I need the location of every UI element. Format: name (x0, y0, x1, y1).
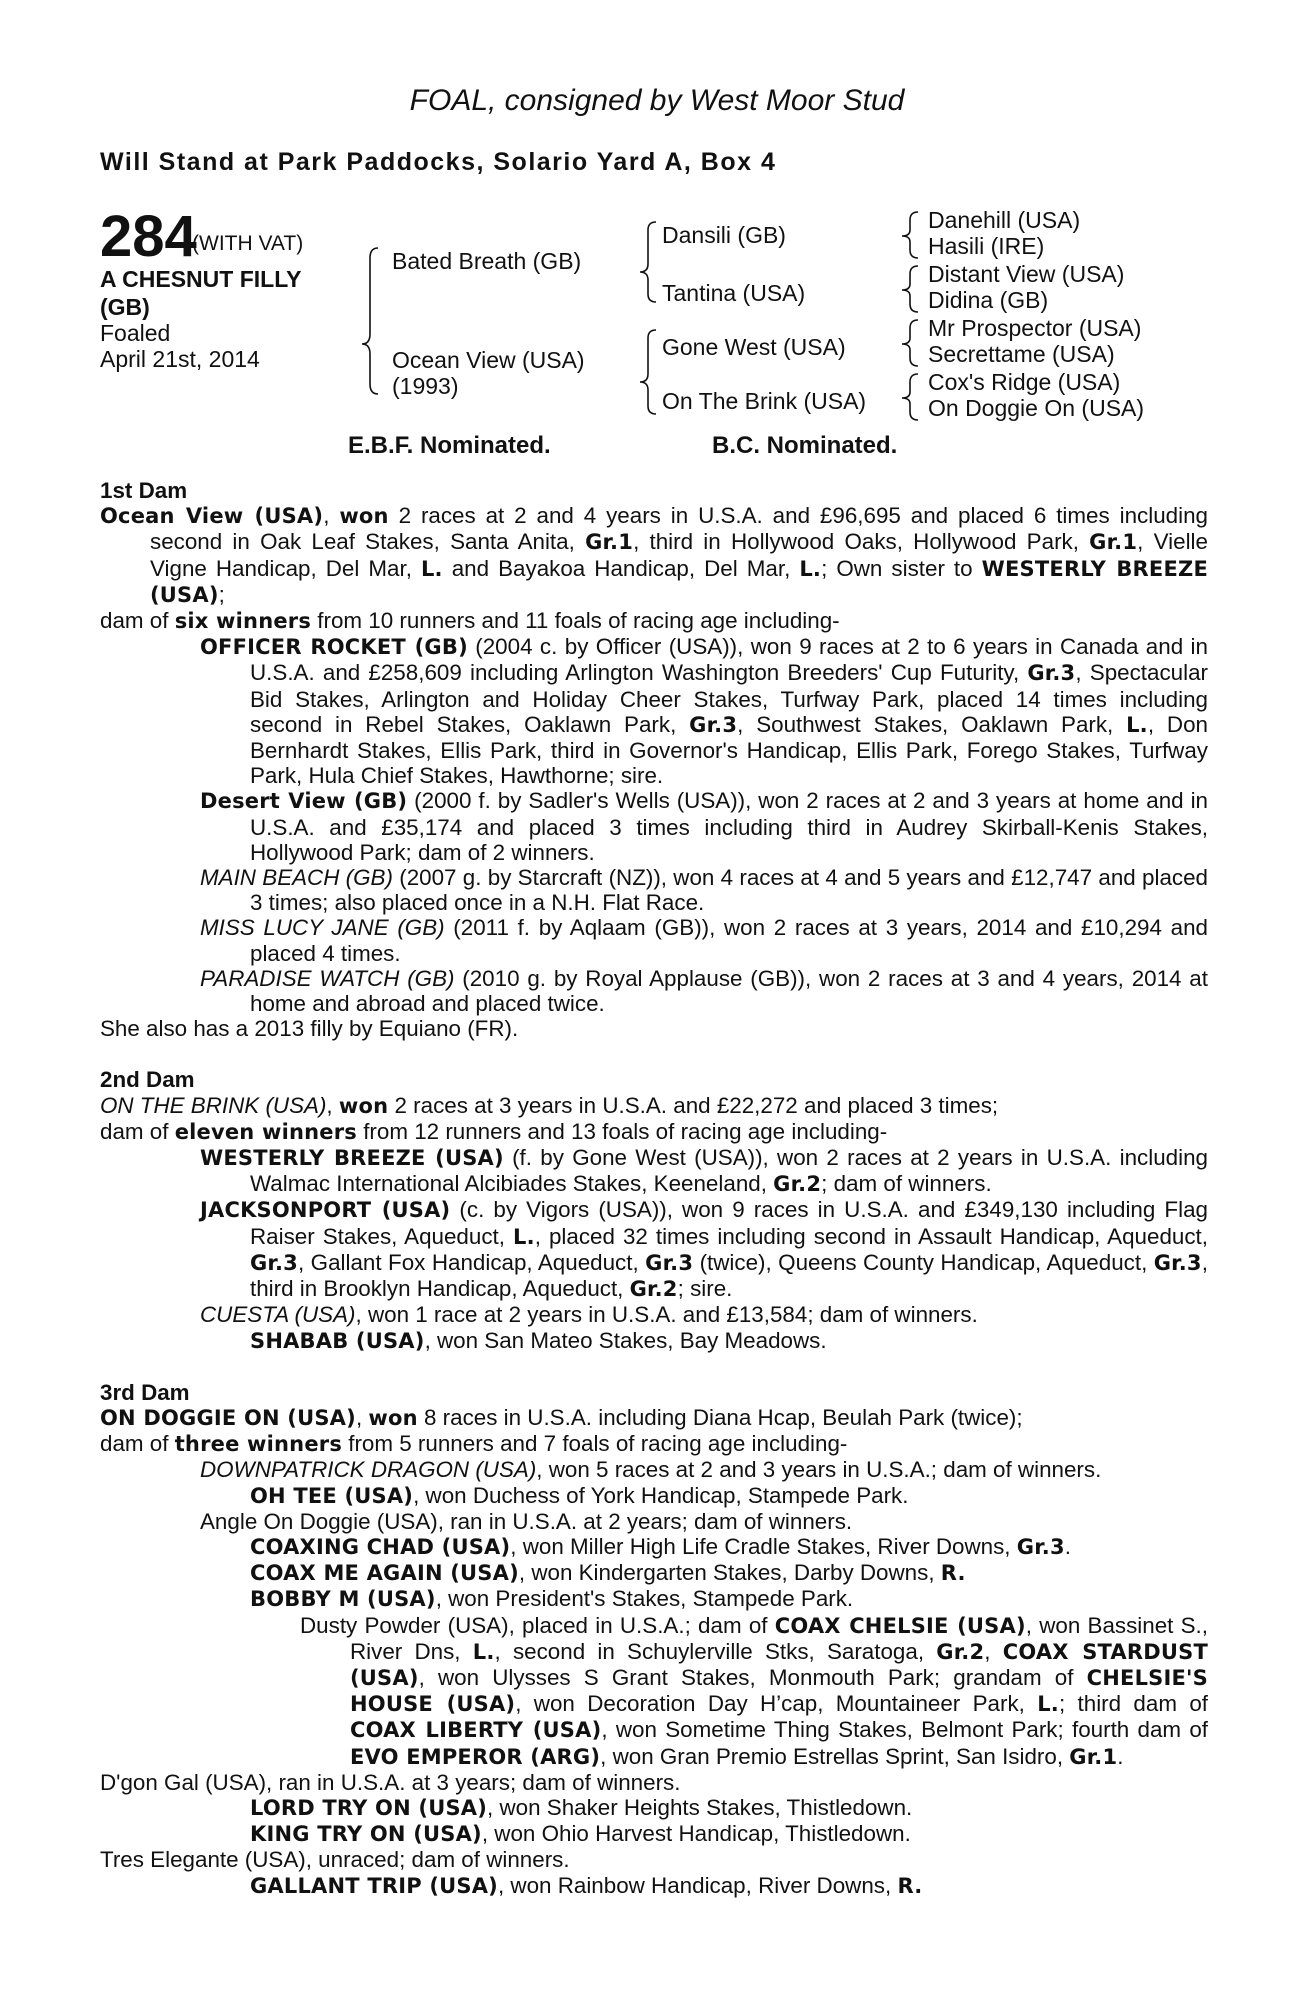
produce-angle-on-doggie: Angle On Doggie (USA), ran in U.S.A. at 2 years; dam of winners. (200, 1508, 853, 1534)
dam: Ocean View (USA) (392, 347, 585, 373)
third-dam-entry: ON DOGGIE ON (USA), won 8 races in U.S.A. including Diana Hcap, Beulah Park (twice); (100, 1404, 1023, 1430)
vat-note: (WITH VAT) (192, 232, 304, 255)
sire: Bated Breath (GB) (392, 248, 582, 274)
produce-coaxing-chad: COAXING CHAD (USA), won Miller High Life Cradle Stakes, River Downs, Gr.3. (250, 1533, 1071, 1559)
produce-lord-try-on: LORD TRY ON (USA), won Shaker Heights Stakes, Thistledown. (250, 1794, 913, 1820)
consignment-line: FOAL, consigned by West Moor Stud (409, 84, 905, 117)
produce-oh-tee: OH TEE (USA), won Duchess of York Handicap, Stampede Park. (250, 1482, 909, 1508)
won-label: won (339, 504, 389, 529)
granddam-6: Secrettame (USA) (928, 341, 1115, 367)
second-dam-entry: ON THE BRINK (USA), won 2 races at 3 years in U.S.A. and £22,272 and placed 3 times; (100, 1092, 999, 1118)
sister-name: WESTERLY BREEZE (USA) (150, 556, 1208, 607)
first-dam-heading: 1st Dam (100, 478, 188, 503)
produce-westerly-breeze: WESTERLY BREEZE (USA) (f. by Gone West (USA)), won 2 races at 2 years in U.S.A. including Walmac International Alcibiades Stakes, Keeneland, Gr.2; dam of winners. (200, 1145, 1208, 1197)
also-has-note: She also has a 2013 filly by Equiano (FR). (100, 1016, 519, 1042)
dam-year: (1993) (392, 373, 459, 399)
produce-officer-rocket: OFFICER ROCKET (GB) (2004 c. by Officer (USA)), won 9 races at 2 to 6 years in Canada and in U.S.A. and £258,609 including Arlington Washington Breeders' Cup Futurity, Gr.3, Spectacular Bid Stakes, Arlington and Holiday Cheer Stakes, Turfway Park, placed 14 times including second in Rebel Stakes, Oaklawn Park, Gr.3, Southwest Stakes, Oaklawn Park, L., Don Bernhardt Stakes, Ellis Park, third in Governor's Handicap, Ellis Park, Forego Stakes, Turfway Park, Hula Chief Stakes, Hawthorne; sire. (200, 634, 1208, 789)
produce-tres-elegante: Tres Elegante (USA), unraced; dam of winners. (100, 1847, 570, 1873)
bc-nominated: B.C. Nominated. (712, 432, 898, 459)
granddam-8: On Doggie On (USA) (928, 395, 1145, 421)
granddam-4: Didina (GB) (928, 287, 1049, 313)
produce-bobby-m: BOBBY M (USA), won President's Stakes, Stampede Park. (250, 1586, 854, 1612)
second-dam-produce-summary: dam of eleven winners from 12 runners and 13 foals of racing age including- (100, 1118, 888, 1144)
dam-sire: Gone West (USA) (662, 334, 846, 360)
produce-coax-me-again: COAX ME AGAIN (USA), won Kindergarten Stakes, Darby Downs, R. (250, 1560, 966, 1586)
first-dam-produce-summary: dam of six winners from 10 runners and 11 foals of racing age including- (100, 608, 840, 634)
foaled-label: Foaled (100, 320, 171, 346)
produce-gallant-trip: GALLANT TRIP (USA), won Rainbow Handicap, River Downs, R. (250, 1872, 923, 1898)
sire-dam: Tantina (USA) (662, 280, 806, 306)
ebf-nominated: E.B.F. Nominated. (348, 432, 551, 459)
produce-main-beach: MAIN BEACH (GB) (2007 g. by Starcraft (NZ)), won 4 races at 4 and 5 years and £12,747 and placed 3 times; also placed once in a N.H. Flat Race. (200, 865, 1208, 916)
stand-location: Will Stand at Park Paddocks, Solario Yard A, Box 4 (100, 148, 777, 176)
produce-paradise-watch: PARADISE WATCH (GB) (2010 g. by Royal Applause (GB)), won 2 races at 3 and 4 years, 2014 at home and abroad and placed twice. (200, 965, 1208, 1017)
grandsire-5: Mr Prospector (USA) (928, 315, 1142, 341)
grandsire-1: Danehill (USA) (928, 207, 1081, 233)
second-dam-heading: 2nd Dam (100, 1067, 195, 1093)
lot-description: A CHESNUT FILLY (100, 266, 302, 292)
first-dam-entry: Ocean View (USA), won 2 races at 2 and 4 years in U.S.A. and £96,695 and placed 6 times including second in Oak Leaf Stakes, Santa Anita, Gr.1, third in Hollywood Oaks, Hollywood Park, Gr.1, Vielle Vigne Handicap, Del Mar, L. and Bayakoa Handicap, Del Mar, L.; Own sister to WESTERLY BREEZE (USA); (100, 503, 1208, 607)
dam-name: Ocean View (USA) (100, 504, 324, 529)
produce-shabab: SHABAB (USA), won San Mateo Stakes, Bay Meadows. (250, 1327, 827, 1353)
produce-dgon-gal: D'gon Gal (USA), ran in U.S.A. at 3 years; dam of winners. (100, 1769, 681, 1795)
third-dam-heading: 3rd Dam (100, 1379, 190, 1405)
dam-dam: On The Brink (USA) (662, 388, 867, 414)
lot-number: 284 (100, 204, 197, 269)
produce-king-try-on: KING TRY ON (USA), won Ohio Harvest Handicap, Thistledown. (250, 1821, 911, 1847)
grandsire-7: Cox's Ridge (USA) (928, 369, 1121, 395)
third-dam-produce-summary: dam of three winners from 5 runners and 7 foals of racing age including- (100, 1431, 848, 1457)
grandsire-3: Distant View (USA) (928, 261, 1125, 287)
catalogue-body (100, 478, 1208, 1899)
lot-description-country: (GB) (100, 294, 150, 320)
foaled-date: April 21st, 2014 (100, 346, 260, 372)
produce-miss-lucy-jane: MISS LUCY JANE (GB) (2011 f. by Aqlaam (GB)), won 2 races at 3 years, 2014 and £10,294 and placed 4 times. (200, 915, 1208, 966)
produce-downpatrick-dragon: DOWNPATRICK DRAGON (USA), won 5 races at 2 and 3 years in U.S.A.; dam of winners. (200, 1457, 1102, 1483)
produce-cuesta: CUESTA (USA), won 1 race at 2 years in U.S.A. and £13,584; dam of winners. (200, 1302, 978, 1328)
granddam-2: Hasili (IRE) (928, 233, 1045, 259)
produce-desert-view: Desert View (GB) (2000 f. by Sadler's Wells (USA)), won 2 races at 2 and 3 years at home and in U.S.A. and £35,174 and placed 3 times including third in Audrey Skirball-Kenis Stakes, Hollywood Park; dam of 2 winners. (200, 788, 1209, 865)
sire-sire: Dansili (GB) (662, 222, 786, 248)
produce-jacksonport: JACKSONPORT (USA) (c. by Vigors (USA)), won 9 races in U.S.A. and £349,130 including Flag Raiser Stakes, Aqueduct, L., placed 32 times including second in Assault Handicap, Aqueduct, Gr.3, Gallant Fox Handicap, Aqueduct, Gr.3 (twice), Queens County Handicap, Aqueduct, Gr.3, third in Brooklyn Handicap, Aqueduct, Gr.2; sire. (200, 1197, 1208, 1302)
produce-dusty-powder: Dusty Powder (USA), placed in U.S.A.; dam of COAX CHELSIE (USA), won Bassinet S., River Dns, L., second in Schuylerville Stks, Saratoga, Gr.2, COAX STARDUST (USA), won Ulysses S Grant Stakes, Monmouth Park; grandam of CHELSIE'S HOUSE (USA), won Decoration Day H’cap, Mountaineer Park, L.; third dam of COAX LIBERTY (USA), won Sometime Thing Stakes, Belmont Park; fourth dam of EVO EMPEROR (ARG), won Gran Premio Estrellas Sprint, San Isidro, Gr.1. (300, 1612, 1209, 1769)
